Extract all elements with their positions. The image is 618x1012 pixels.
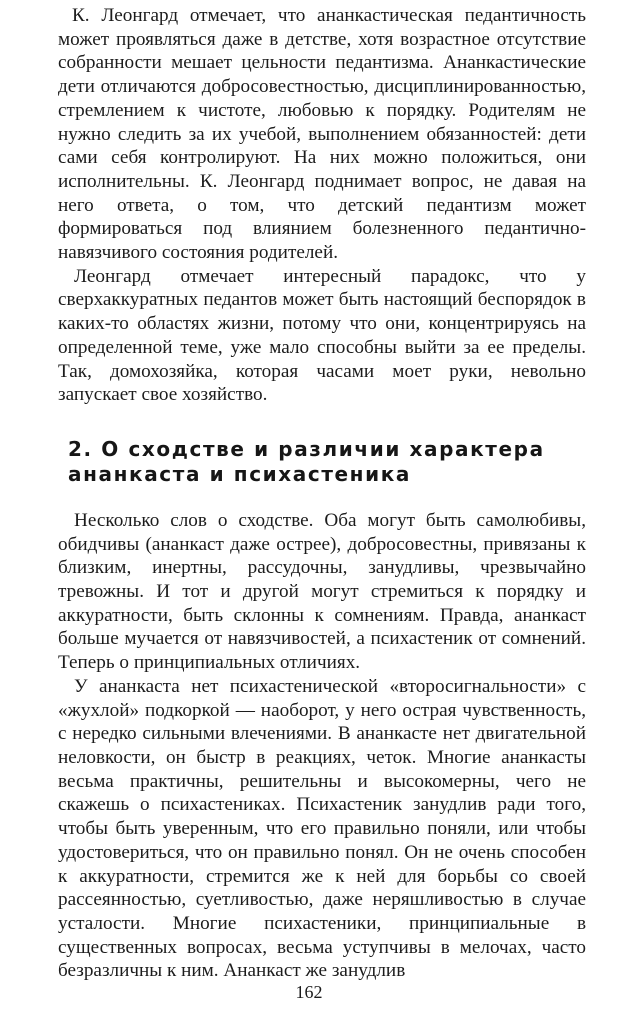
body-paragraph: У ананкаста нет психастенической «второсигнальности» с «жухлой» подкоркой — наоборот, у него острая чувственность, с нередко сильными влечениями. В ананкасте нет двигательной неловкости, он быстр в реакциях, четок. Многие ананкасты весьма практичны, решительны и высокомерны, чего не скажешь о психастениках. Психастеник занудлив ради того, чтобы быть уверенным, что его правильно поняли, или чтобы удостовериться, что он правильно понял. Он не очень способен к аккуратности, стремится же к ней для борьбы со своей рассеянностью, суетливостью, даже неряшливостью в случае усталости. Многие психастеники, принципиальные в существенных вопросах, весьма уступчивы в мелочах, часто безразличны к ним. Ананкаст же занудлив	[58, 675, 586, 982]
body-paragraph: К. Леонгард отмечает, что ананкастическая педантичность может проявляться даже в детстве, хотя возрастное отсутствие собранности мешает цельности педантизма. Ананкастические дети отличаются добросовестностью, дисциплинированностью, стремлением к чистоте, любовью к порядку. Родителям не нужно следить за их учебой, выполнением обязанностей: дети сами себя контролируют. На них можно положиться, они исполнительны. К. Леонгард поднимает вопрос, не давая на него ответа, о том, что детский педантизм может формироваться под влиянием болезненного педантично-навязчивого состояния родителей.	[58, 5, 586, 264]
section-heading	[58, 437, 586, 487]
page-number: 162	[295, 982, 323, 1002]
body-paragraph: Леонгард отмечает интересный парадокс, что у сверхаккуратных педантов может быть настоящий беспорядок в каких-то областях жизни, потому что они, концентрируясь на определенной теме, уже мало способны выйти за ее пределы. Так, домохозяйка, которая часами моет руки, невольно запускает свое хозяйство.	[58, 265, 586, 406]
section-heading-line: 2. О сходстве и различии характера	[68, 436, 545, 461]
page-body	[58, 4, 586, 983]
section-heading-line: ананкаста и психастеника	[68, 461, 411, 486]
body-paragraph: Несколько слов о сходстве. Оба могут быть самолюбивы, обидчивы (ананкаст даже острее), добросовестны, привязаны к близким, инертны, рассудочны, занудливы, чрезвычайно тревожны. И тот и другой могут стремиться к порядку и аккуратности, быть склонны к сомнениям. Правда, ананкаст больше мучается от навязчивостей, а психастеник от сомнений. Теперь о принципиальных отличиях.	[58, 509, 586, 674]
